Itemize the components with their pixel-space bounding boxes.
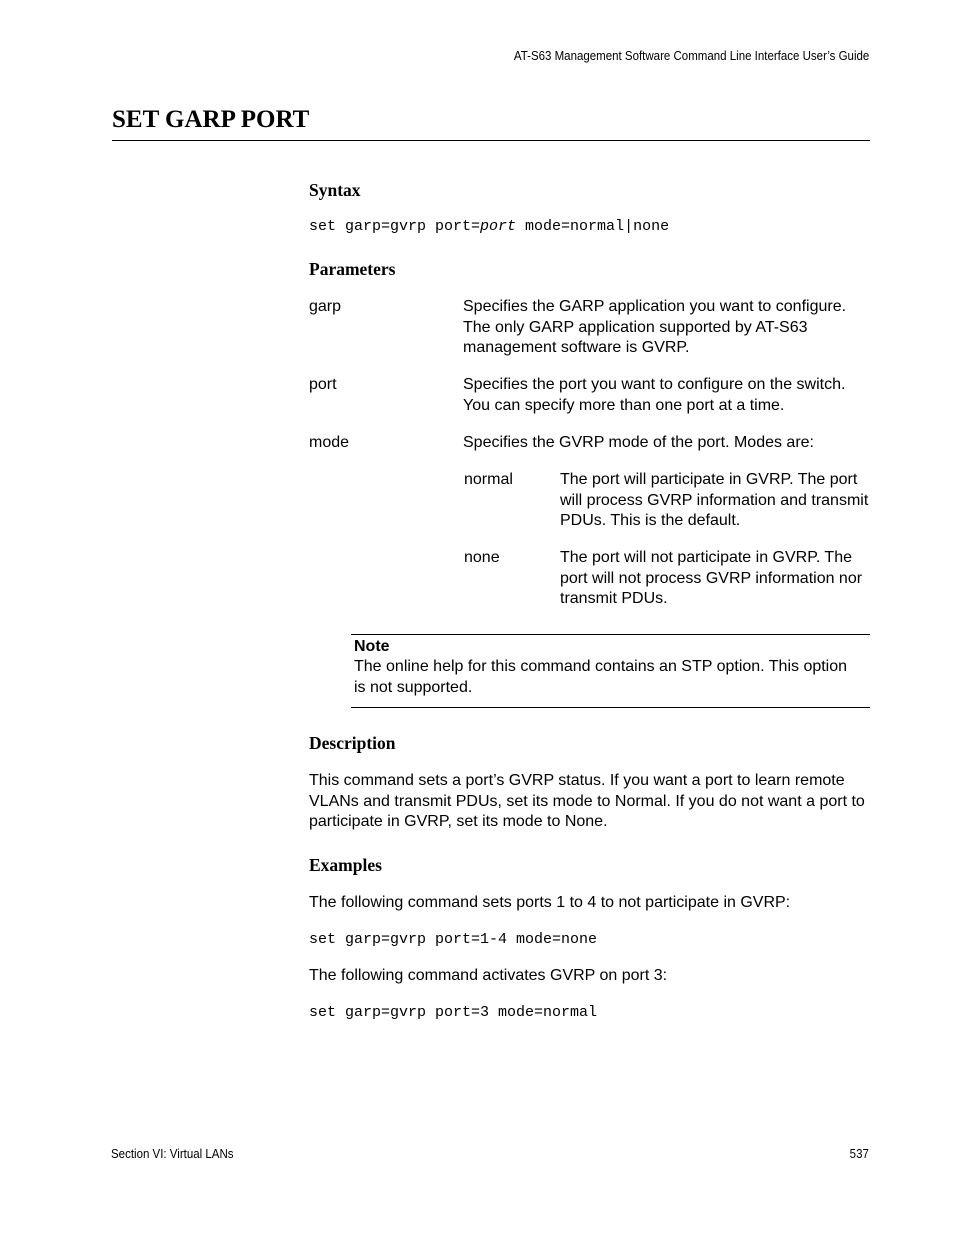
param-name-garp: garp bbox=[309, 298, 342, 315]
note-bottom-rule bbox=[351, 707, 870, 708]
syntax-heading: Syntax bbox=[309, 180, 361, 200]
running-header: AT-S63 Management Software Command Line Interface User’s Guide bbox=[513, 49, 869, 63]
syntax-code-suffix: mode=normal|none bbox=[516, 218, 670, 235]
page-title: SET GARP PORT bbox=[112, 106, 310, 133]
title-divider bbox=[112, 140, 870, 141]
examples-heading: Examples bbox=[309, 855, 382, 875]
syntax-code bbox=[309, 218, 669, 235]
note-top-rule bbox=[351, 634, 870, 635]
example-text-1: The following command sets ports 1 to 4 to not participate in GVRP: bbox=[309, 894, 791, 911]
param-name-mode: mode bbox=[309, 434, 350, 451]
example-code-2: set garp=gvrp port=3 mode=normal bbox=[309, 1004, 598, 1021]
example-code-1: set garp=gvrp port=1-4 mode=none bbox=[309, 931, 598, 948]
page-number: 537 bbox=[849, 1147, 869, 1161]
syntax-code-variable: port bbox=[480, 218, 517, 235]
param-desc-garp: Specifies the GARP application you want to configure. The only GARP application supported by AT-S63 management software is GVRP. bbox=[463, 298, 847, 356]
mode-option-none: none bbox=[464, 549, 500, 566]
param-desc-port: Specifies the port you want to configure on the switch. You can specify more than one port at a time. bbox=[463, 376, 846, 414]
mode-option-normal-desc: The port will participate in GVRP. The port will process GVRP information and transmit PDUs. This is the default. bbox=[560, 471, 869, 529]
mode-option-normal: normal bbox=[464, 471, 513, 488]
note-title: Note bbox=[354, 638, 390, 655]
example-text-2: The following command activates GVRP on port 3: bbox=[309, 967, 668, 984]
syntax-code-prefix: set garp=gvrp port= bbox=[309, 218, 481, 235]
description-text: This command sets a port’s GVRP status. If you want a port to learn remote VLANs and transmit PDUs, set its mode to Normal. If you do not want a port to participate in GVRP, set its mode to None. bbox=[309, 772, 865, 830]
note-text: The online help for this command contains an STP option. This option is not supported. bbox=[354, 658, 848, 696]
description-heading: Description bbox=[309, 733, 396, 753]
parameters-heading: Parameters bbox=[309, 259, 396, 279]
mode-option-none-desc: The port will not participate in GVRP. The port will not process GVRP information nor transmit PDUs. bbox=[560, 549, 863, 607]
param-name-port: port bbox=[309, 376, 337, 393]
footer-section: Section VI: Virtual LANs bbox=[111, 1147, 234, 1161]
param-desc-mode: Specifies the GVRP mode of the port. Modes are: bbox=[463, 434, 814, 451]
